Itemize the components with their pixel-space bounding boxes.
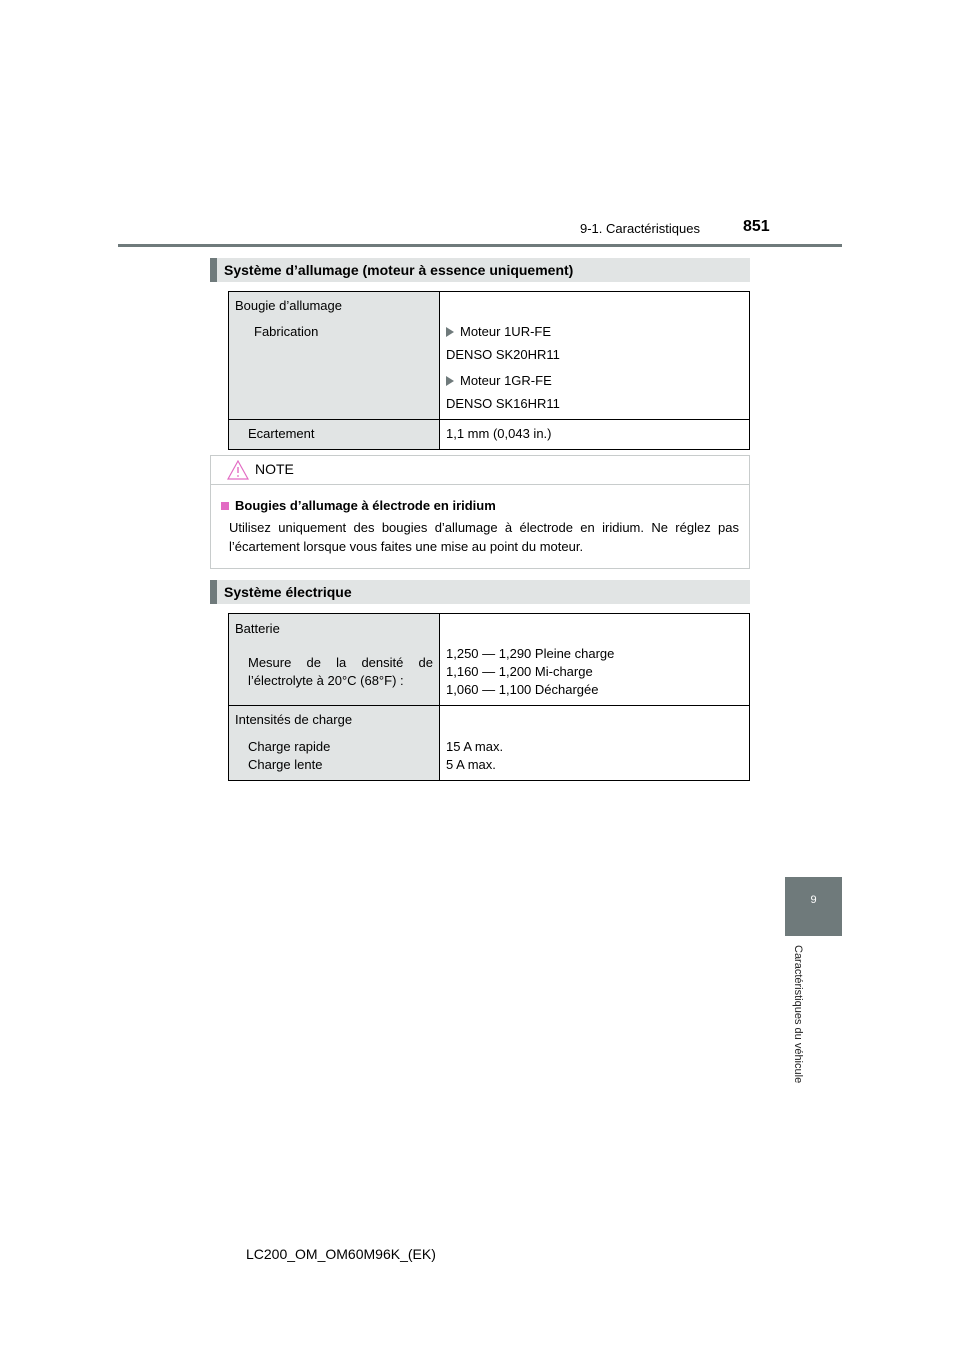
battery-label: Batterie	[235, 621, 280, 636]
table-row	[229, 292, 750, 420]
slow-charge-label: Charge lente	[248, 757, 323, 772]
table-row	[229, 614, 750, 706]
ignition-section-title: Système d’allumage (moteur à essence uniquement)	[210, 258, 750, 282]
note-box	[210, 455, 750, 569]
chapter-number: 9	[810, 894, 817, 906]
note-header	[211, 456, 749, 485]
chapter-tab	[785, 877, 842, 936]
engine-1grfe-plug: DENSO SK16HR11	[446, 396, 560, 411]
gap-value: 1,1 mm (0,043 in.)	[446, 426, 552, 441]
electrical-section-title: Système électrique	[210, 580, 750, 604]
warning-triangle-icon	[227, 460, 249, 485]
engine-1urfe-label: Moteur 1UR-FE	[446, 323, 743, 341]
density-half-charge: 1,160 — 1,200 Mi-charge	[446, 664, 593, 679]
manufacture-label: Fabrication	[254, 324, 319, 339]
engine-1urfe-plug: DENSO SK20HR11	[446, 347, 560, 362]
electrolyte-density-label: Mesure de la densité de l’électrolyte à 20°C (68°F) :	[248, 655, 433, 688]
engine-1grfe-label: Moteur 1GR-FE	[446, 372, 743, 390]
ignition-table	[228, 291, 750, 450]
density-full-charge: 1,250 — 1,290 Pleine charge	[446, 646, 615, 661]
chapter-label: Caractéristiques du véhicule	[792, 945, 804, 1084]
section-heading: 9-1. Caractéristiques	[580, 221, 700, 236]
table-row	[229, 420, 750, 450]
electrical-table	[228, 613, 750, 781]
header-rule	[118, 244, 842, 247]
note-item-text: Utilisez uniquement des bougies d’allumage à électrode en iridium. Ne réglez pas l’écartement lorsque vous faites une mise au point du moteur.	[229, 520, 739, 554]
density-discharged: 1,060 — 1,100 Déchargée	[446, 682, 599, 697]
charging-rates-label: Intensités de charge	[235, 712, 353, 727]
gap-label: Ecartement	[248, 426, 315, 441]
note-title: NOTE	[255, 461, 294, 477]
document-code: LC200_OM_OM60M96K_(EK)	[246, 1246, 436, 1262]
slow-charge-value: 5 A max.	[446, 757, 496, 772]
note-item-title: Bougies d’allumage à électrode en iridium	[221, 498, 496, 513]
spark-plug-label: Bougie d’allumage	[235, 298, 342, 313]
quick-charge-label: Charge rapide	[248, 739, 331, 754]
page-number: 851	[743, 218, 770, 235]
table-row	[229, 706, 750, 781]
pink-square-bullet	[221, 502, 229, 510]
quick-charge-value: 15 A max.	[446, 739, 504, 754]
